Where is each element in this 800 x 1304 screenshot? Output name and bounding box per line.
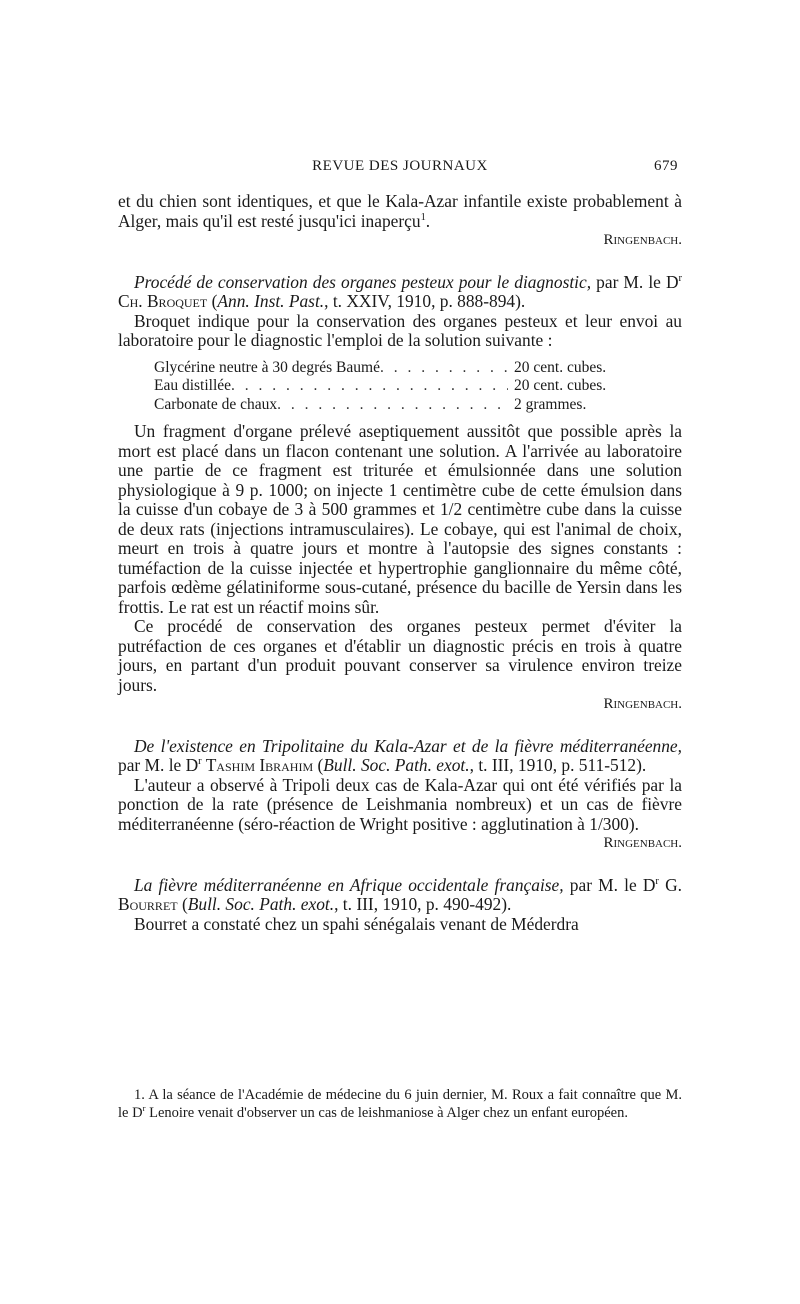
formula-list xyxy=(154,359,682,415)
journal-reference: Ann. Inst. Past. xyxy=(217,291,325,311)
footnote: 1. A la séance de l'Académie de médecine du 6 juin dernier, M. Roux a fait connaître que M. le $D^r$ Lenoire venait d'observer un cas de leishmaniose à Alger chez un enfant européen. xyxy=(118,1087,682,1121)
article-title: Procédé de conservation des organes pesteux pour le diagnostic, xyxy=(134,271,592,292)
article-heading: De l'existence en Tripolitaine du Kala-Azar et de la fièvre méditerranéenne, par M. le $D^r$ Tashim Ibrahim (Bull. Soc. Path. exot., t. III, 1910, p. 511-512). xyxy=(118,735,682,775)
footnote-marker: 1 xyxy=(420,211,426,223)
body-paragraph: L'auteur a observé à Tripoli deux cas de Kala-Azar qui ont été vérifiés par la ponction de la rate (présence de Leishmania nombreux) et un cas de fièvre méditerranéenne (séro-réaction de Wright positive : agglutination à 1/300). xyxy=(118,774,682,834)
article-heading: La fièvre méditerranéenne en Afrique occidentale française, par M. le $D^r$ G. Bourret (Bull. Soc. Path. exot., t. III, 1910, p. 490-492). xyxy=(118,874,682,914)
signature: Ringenbach. xyxy=(603,696,682,712)
intro-paragraph: et du chien sont identiques, et que le Kala-Azar infantile existe probablement à Alger, mais qu'il est resté jusqu'ici inaperçu$^1$. xyxy=(118,191,682,231)
author-name: Tashim Ibrahim xyxy=(201,755,314,775)
journal-reference: Bull. Soc. Path. exot. xyxy=(187,894,335,914)
formula-row: Eau distillée . . . 20 cent. cubes. xyxy=(154,377,644,396)
body-paragraph: Bourret a constaté chez un spahi sénégalais venant de Méderdra xyxy=(134,913,579,934)
author-name: Ch. Broquet xyxy=(118,291,208,311)
body-paragraph: Ce procédé de conservation des organes pesteux permet d'éviter la putréfaction de ces organes et d'établir un diagnostic précis en trois à quatre jours, en partant d'un produit pouvant conserver sa virulence environ treize jours. xyxy=(118,616,682,695)
page-number: 679 xyxy=(654,158,678,174)
running-title: REVUE DES JOURNAUX xyxy=(312,158,488,174)
body-paragraph: Un fragment d'organe prélevé aseptiquement aussitôt que possible après la mort est placé dans un flacon contenant une solution. A l'arrivée au laboratoire une partie de ce fragment est triturée et émulsionnée dans une solution physiologique à 9 p. 1000; on injecte 1 centimètre cube de cette émulsion dans la cuisse d'un cobaye de 3 à 500 grammes et 1/2 centimètre cube dans la cuisse de deux rats (injections intramusculaires). Le cobaye, qui est l'animal de choix, meurt en trois à quatre jours et montre à l'autopsie des signes constants : tuméfaction de la cuisse injectée et hypertrophie ganglionnaire du même côté, parfois œdème gélatiniforme sous-cutané, présence du bacille de Yersin dans les frottis. Le rat est un réactif moins sûr. xyxy=(118,421,682,617)
signature: Ringenbach. xyxy=(603,232,682,248)
footnote-number: 1. xyxy=(134,1087,145,1103)
article-heading: Procédé de conservation des organes pesteux pour le diagnostic, par M. le $D^r$ Ch. Broquet (Ann. Inst. Past., t. XXIV, 1910, p. 888-894). xyxy=(118,271,682,311)
page-header xyxy=(118,158,682,180)
body-paragraph: Broquet indique pour la conservation des organes pesteux et leur envoi au laboratoire pour le diagnostic l'emploi de la solution suivante : xyxy=(118,310,682,350)
article-title: De l'existence en Tripolitaine du Kala-Azar et de la fièvre méditerranéenne, xyxy=(134,735,682,756)
formula-row: Carbonate de chaux . . . 2 grammes. xyxy=(154,396,644,415)
journal-reference: Bull. Soc. Path. exot. xyxy=(323,755,470,775)
page-body xyxy=(118,192,682,934)
article-title: La fièvre méditerranéenne en Afrique occidentale française, xyxy=(134,874,564,895)
author-name: G. Bourret xyxy=(118,874,682,914)
signature: Ringenbach. xyxy=(603,835,682,851)
formula-row: Glycérine neutre à 30 degrés Baumé . . . 20 cent. cubes. xyxy=(154,359,644,378)
